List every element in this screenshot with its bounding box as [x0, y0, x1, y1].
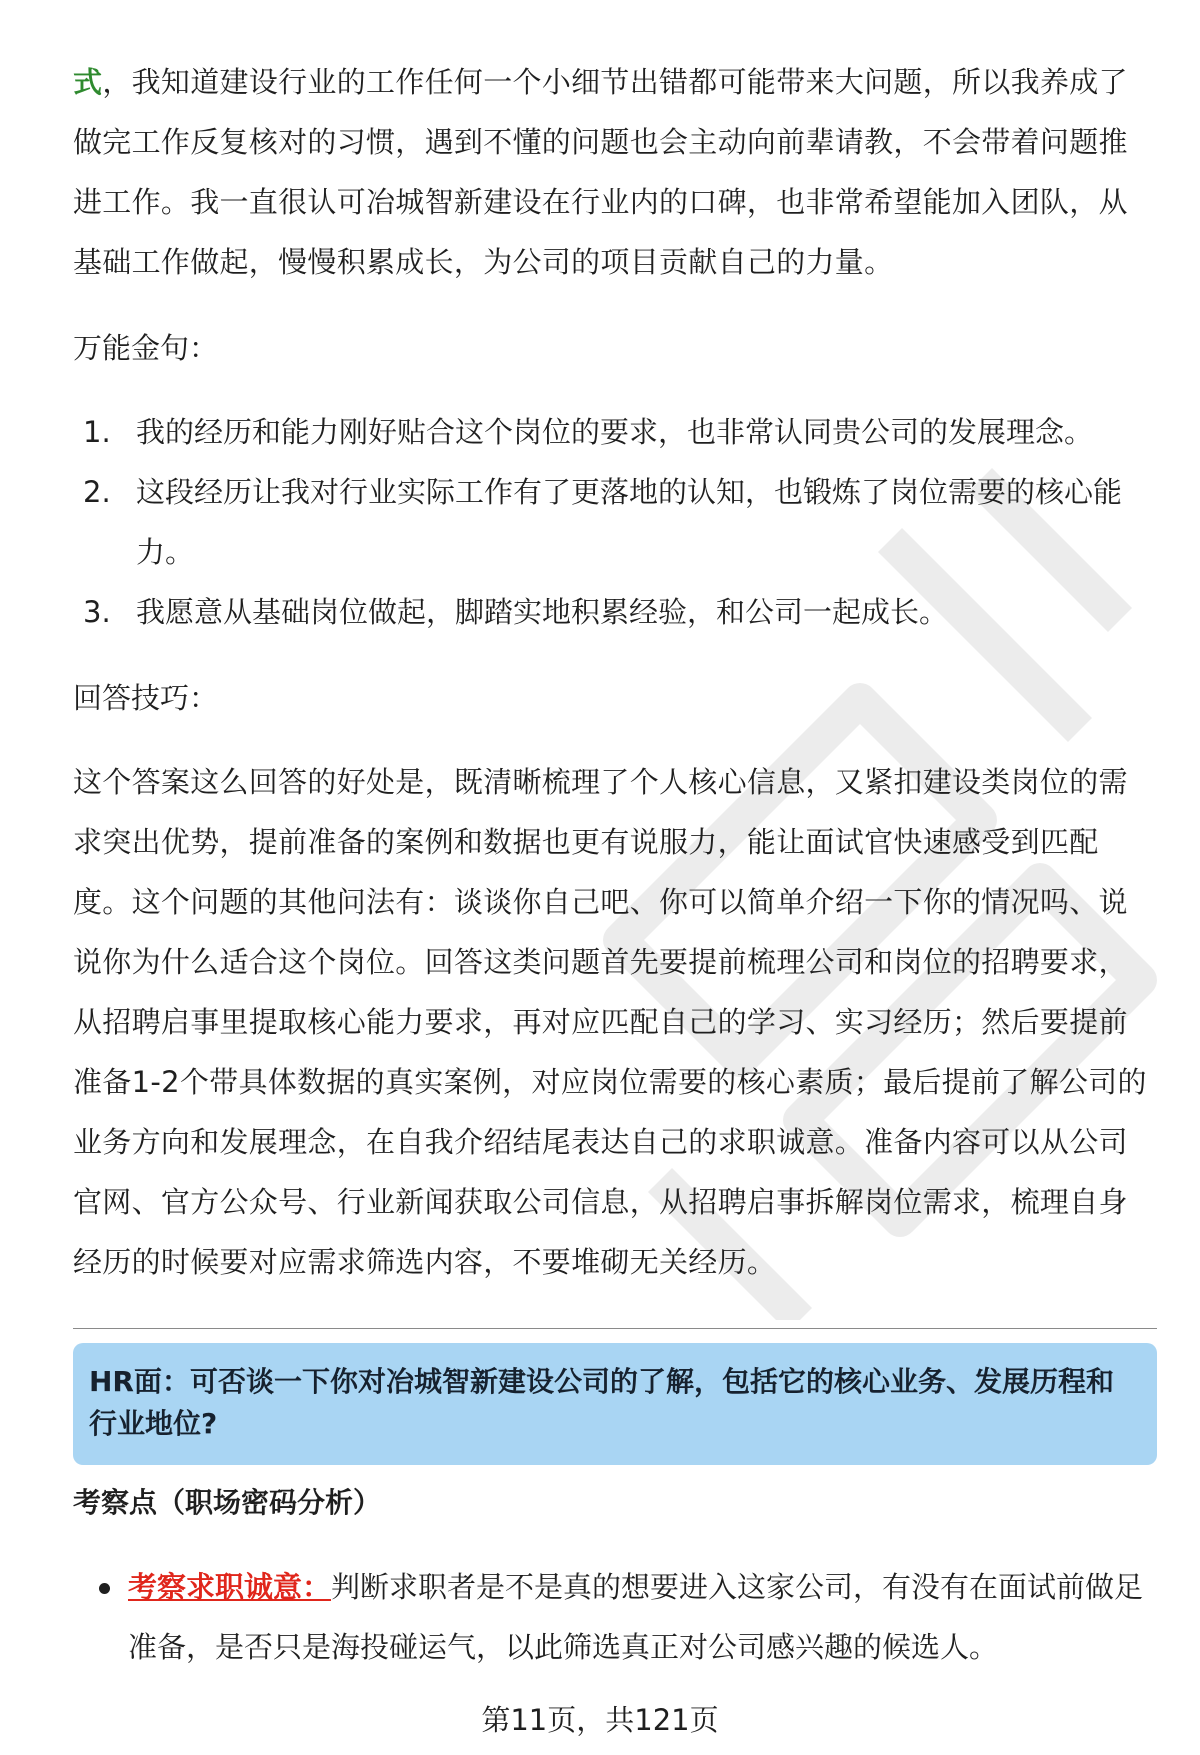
- list-item: [73, 582, 1157, 642]
- page-footer: 第11页，共121页: [481, 1703, 719, 1737]
- intro-text: ，我知道建设行业的工作任何一个小细节出错都可能带来大问题，所以我养成了做完工作反复核对的习惯，遇到不懂的问题也会主动向前辈请教，不会带着问题推进工作。我一直很认可冶城智新建设在行业内的口碑，也非常希望能加入团队，从基础工作做起，慢慢积累成长，为公司的项目贡献自己的力量。: [73, 65, 1128, 279]
- list-item: [73, 462, 1157, 582]
- exam-points-title: 考察点（职场密码分析）: [73, 1486, 382, 1519]
- exam-point-content: [128, 1557, 1157, 1677]
- exam-point-text: 判断求职者是不是真的想要进入这家公司，有没有在面试前做足准备，是否只是海投碰运气，以此筛选真正对公司感兴趣的候选人。: [128, 1570, 1144, 1664]
- list-item-text: 这段经历让我对行业实际工作有了更落地的认知，也锻炼了岗位需要的核心能力。: [136, 475, 1123, 569]
- intro-lead-char: 式: [73, 65, 103, 99]
- list-item-text: 我愿意从基础岗位做起，脚踏实地积累经验，和公司一起成长。: [136, 595, 949, 629]
- golden-sentences-list: [73, 402, 1157, 642]
- document-page: [73, 52, 1157, 1677]
- section-divider: [73, 1328, 1157, 1329]
- list-item-text: 我的经历和能力刚好贴合这个岗位的要求，也非常认同贵公司的发展理念。: [136, 415, 1094, 449]
- hr-question-box: HR面：可否谈一下你对冶城智新建设公司的了解，包括它的核心业务、发展历程和行业地位?: [73, 1343, 1157, 1465]
- bullet-icon: [73, 1557, 128, 1677]
- answer-tips-paragraph: 这个答案这么回答的好处是，既清晰梳理了个人核心信息，又紧扣建设类岗位的需求突出优势，提前准备的案例和数据也更有说服力，能让面试官快速感受到匹配度。这个问题的其他问法有：谈谈你自己吧、你可以简单介绍一下你的情况吗、说说你为什么适合这个岗位。回答这类问题首先要提前梳理公司和岗位的招聘要求，从招聘启事里提取核心能力要求，再对应匹配自己的学习、实习经历；然后要提前准备1-2个带具体数据的真实案例，对应岗位需要的核心素质；最后提前了解公司的业务方向和发展理念，在自我介绍结尾表达自己的求职诚意。准备内容可以从公司官网、官方公众号、行业新闻获取公司信息，从招聘启事拆解岗位需求，梳理自身经历的时候要对应需求筛选内容，不要堆砌无关经历。: [73, 765, 1147, 1279]
- list-item-number: 3.: [83, 595, 111, 629]
- list-item-number: 1.: [83, 415, 111, 449]
- answer-tips-label: 回答技巧：: [73, 681, 219, 715]
- list-item: [73, 402, 1157, 462]
- intro-paragraph: [73, 52, 1157, 292]
- list-item-number: 2.: [83, 475, 111, 509]
- exam-point-label: 考察求职诚意：: [128, 1570, 332, 1604]
- exam-point-item: [73, 1557, 1157, 1677]
- golden-sentences-label: 万能金句：: [73, 331, 219, 365]
